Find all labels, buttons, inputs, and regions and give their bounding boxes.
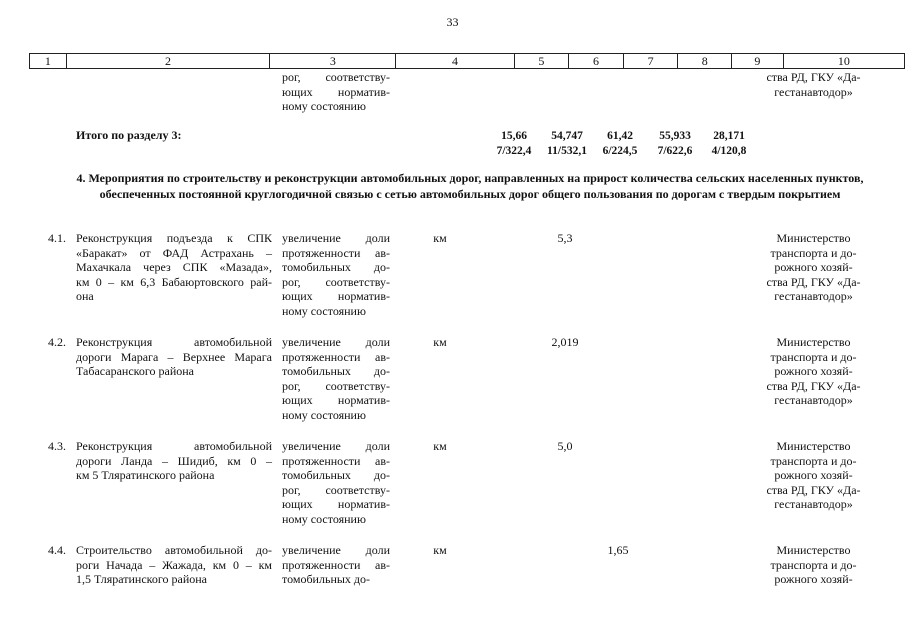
unit-label: км [433,439,447,453]
measure-name [76,335,272,379]
text-line: рожного хозяй- [774,572,853,586]
text-line: «Баракат» от ФАД Астрахань – [76,245,272,260]
text-line: ному состоянию [282,99,366,113]
text-line: транспорта и до- [770,245,857,260]
header-col-5: 5 [514,54,569,69]
text-line: ющих норматив- [282,289,390,303]
text-line: томобильных до- [282,364,390,378]
text-line: ства РД, ГКУ «Да- [766,70,861,84]
text-line: км 5 Тляратинского района [76,468,215,482]
indicator-text [282,335,390,422]
text-line: протяженности ав- [282,245,390,260]
measure-name [76,439,272,483]
text-line: томобильных до- [282,468,390,482]
row-number: 4.2. [48,335,66,349]
executor-text [755,439,872,512]
text-line: Министерство [776,231,851,245]
indicator-text [282,231,390,318]
text-line: гестанавтодор» [774,289,853,303]
text-line: рожного хозяй- [774,468,853,482]
text-line: томобильных до- [282,572,371,586]
text-line: протяженности ав- [282,349,390,364]
total-col-9 [701,129,757,159]
header-col-4: 4 [396,54,514,69]
total-col-7 [593,129,647,159]
indicator-text [282,439,390,526]
text-line: ющих норматив- [282,393,390,407]
text-line: ства РД, ГКУ «Да- [766,378,861,393]
text-line: протяженности ав- [282,453,390,468]
header-col-1: 1 [30,54,67,69]
measure-value: 5,0 [557,439,573,453]
text-line: роги Начада – Жажада, км 0 – км [76,557,272,572]
text-line: ному состоянию [282,303,366,318]
total-value: 54,747 [551,130,583,142]
total-value: 61,42 [607,130,633,142]
text-line: ному состоянию [282,511,366,526]
total-col-6 [539,129,595,159]
text-line: дороги Марага – Верхнее Марага [76,349,272,364]
text-line: рог, соответству- [282,274,390,289]
total-value: 55,933 [659,130,691,142]
unit-label: км [433,231,447,245]
measure-name [76,231,272,304]
measure-name [76,543,272,587]
text-line: рожного хозяй- [774,260,853,274]
text-line: Табасаранского района [76,364,195,378]
carry-executor-text [755,70,872,99]
page-number: 33 [446,15,459,29]
carry-indicator-text [282,70,390,114]
section-4-title: 4. Мероприятия по строительству и реконструкции автомобильных дорог, направленных на прирост количества сельских населенных пунктов, обеспеченных постоянной круглогодичной связью с сетью автомобильных дорог общего пользования по дорогам с твердым покрытием [76,171,864,201]
text-line: гестанавтодор» [774,497,853,511]
text-line: Министерство [776,543,851,557]
total-value: 7/322,4 [496,145,532,157]
text-line: увеличение доли [282,439,390,453]
header-col-2: 2 [66,54,270,69]
text-line: протяженности ав- [282,557,390,572]
text-line: увеличение доли [282,543,390,557]
text-line: она [76,289,94,303]
header-col-10: 10 [783,54,904,69]
header-col-3: 3 [270,54,396,69]
column-number-header [29,53,905,69]
text-line: увеличение доли [282,335,390,349]
text-line: транспорта и до- [770,349,857,364]
text-line: увеличение доли [282,231,390,245]
header-col-7: 7 [623,54,678,69]
text-line: Строительство автомобильной до- [76,543,272,557]
total-value: 4/120,8 [711,145,747,157]
text-line: Махачкала через СПК «Мазада», [76,260,272,274]
header-col-9: 9 [732,54,784,69]
measure-value: 2,019 [551,335,579,349]
text-line: рог, соответству- [282,378,390,393]
text-line: ства РД, ГКУ «Да- [766,274,861,289]
text-line: ному состоянию [282,407,366,422]
text-line: Министерство [776,335,851,349]
executor-text [755,231,872,304]
total-value: 6/224,5 [602,145,638,157]
text-line: Реконструкция автомобильной [76,439,272,453]
header-col-6: 6 [569,54,624,69]
header-col-8: 8 [678,54,732,69]
text-line: дороги Ланда – Шидиб, км 0 – [76,453,272,468]
text-line: рог, соответству- [282,70,390,84]
unit-label: км [433,335,447,349]
executor-text [755,543,872,587]
text-line: рожного хозяй- [774,364,853,378]
text-line: 1,5 Тляратинского района [76,572,208,586]
text-line: ющих норматив- [282,84,390,99]
text-line: км 0 – км 6,3 Бабаюртовского рай- [76,274,272,289]
total-col-8 [647,129,703,159]
text-line: томобильных до- [282,260,390,274]
text-line: Реконструкция автомобильной [76,335,272,349]
row-number: 4.3. [48,439,66,453]
text-line: ства РД, ГКУ «Да- [766,482,861,497]
text-line: транспорта и до- [770,557,857,572]
total-value: 7/622,6 [657,145,693,157]
total-value: 11/532,1 [547,145,587,157]
text-line: рог, соответству- [282,482,390,497]
total-value: 28,171 [713,130,745,142]
executor-text [755,335,872,408]
text-line: гестанавтодор» [774,393,853,407]
text-line: гестанавтодор» [774,84,853,99]
text-line: транспорта и до- [770,453,857,468]
unit-label: км [433,543,447,557]
row-number: 4.4. [48,543,66,557]
section-3-total-label: Итого по разделу 3: [76,128,182,142]
total-value: 15,66 [501,130,527,142]
text-line: Министерство [776,439,851,453]
row-number: 4.1. [48,231,66,245]
text-line: Реконструкция подъезда к СПК [76,231,272,245]
measure-value: 5,3 [557,231,573,245]
total-col-5 [487,129,541,159]
indicator-text [282,543,390,587]
text-line: ющих норматив- [282,497,390,511]
measure-value: 1,65 [607,543,629,557]
